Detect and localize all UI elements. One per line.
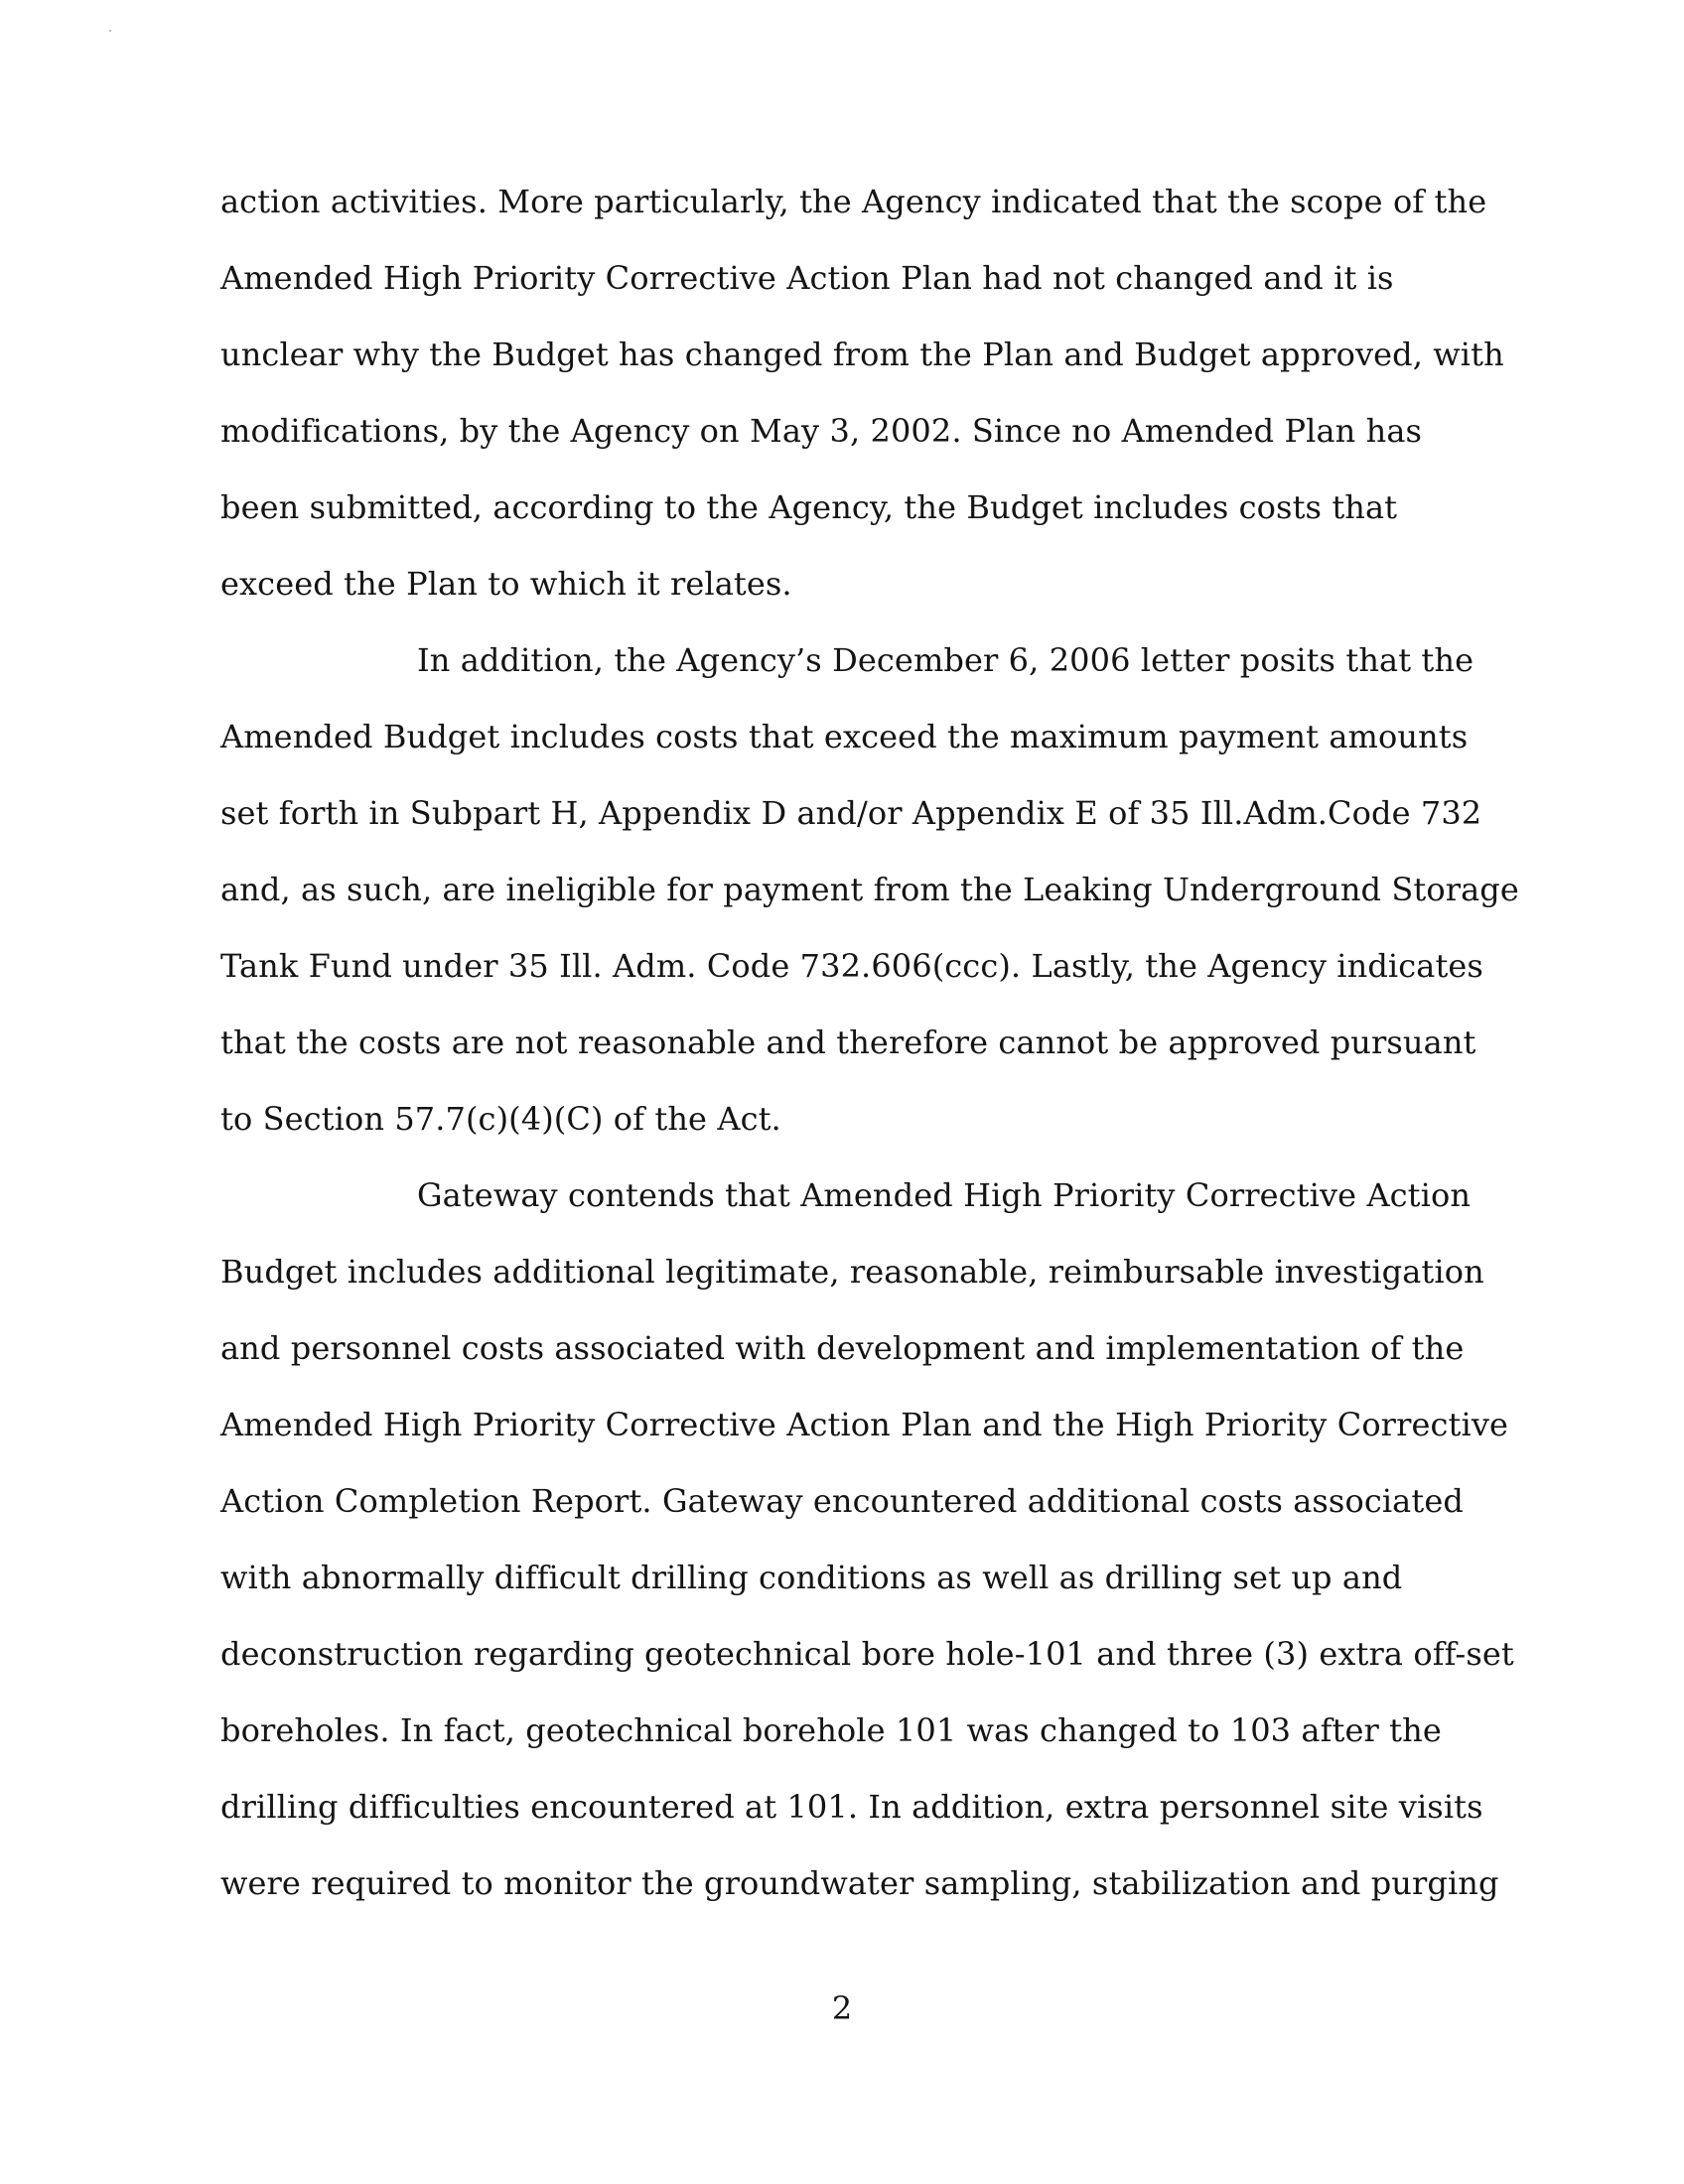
text-line: to Section 57.7(c)(4)(C) of the Act. [220, 1100, 781, 1138]
text-line: unclear why the Budget has changed from the Plan and Budget approved, with [220, 336, 1504, 373]
text-line: boreholes. In fact, geotechnical borehole 101 was changed to 103 after the [220, 1711, 1442, 1749]
text-line: set forth in Subpart H, Appendix D and/or Appendix E of 35 Ill.Adm.Code 732 [220, 794, 1482, 832]
text-line: been submitted, according to the Agency, the Budget includes costs that [220, 488, 1398, 526]
text-line: Amended Budget includes costs that exceed the maximum payment amounts [220, 718, 1469, 755]
paragraph-start-line: In addition, the Agency’s December 6, 2006 letter posits that the [417, 641, 1474, 679]
text-line: modifications, by the Agency on May 3, 2002. Since no Amended Plan has [220, 412, 1423, 450]
text-line: and personnel costs associated with development and implementation of the [220, 1329, 1465, 1367]
text-line: Action Completion Report. Gateway encountered additional costs associated [220, 1482, 1464, 1520]
text-line: that the costs are not reasonable and therefore cannot be approved pursuant [220, 1024, 1476, 1061]
text-line: action activities. More particularly, the Agency indicated that the scope of the [220, 183, 1487, 220]
body-text [220, 175, 1519, 1933]
paragraph-start-line: Gateway contends that Amended High Priority Corrective Action [417, 1176, 1472, 1214]
text-line: Budget includes additional legitimate, reasonable, reimbursable investigation [220, 1253, 1484, 1291]
text-line: Amended High Priority Corrective Action Plan and the High Priority Corrective [220, 1406, 1509, 1443]
text-line: exceed the Plan to which it relates. [220, 565, 792, 603]
text-line: Tank Fund under 35 Ill. Adm. Code 732.606(ccc). Lastly, the Agency indicates [220, 947, 1483, 985]
text-line: deconstruction regarding geotechnical bore hole-101 and three (3) extra off-set [220, 1635, 1514, 1673]
text-line: drilling difficulties encountered at 101. In addition, extra personnel site visits [220, 1788, 1483, 1826]
text-line: and, as such, are ineligible for payment from the Leaking Underground Storage [220, 871, 1519, 908]
text-line: Amended High Priority Corrective Action Plan had not changed and it is [220, 259, 1394, 297]
scan-artifact [109, 30, 111, 32]
text-line: were required to monitor the groundwater sampling, stabilization and purging [220, 1864, 1499, 1902]
page-number: 2 [831, 1989, 853, 2027]
text-line: with abnormally difficult drilling conditions as well as drilling set up and [220, 1559, 1403, 1596]
